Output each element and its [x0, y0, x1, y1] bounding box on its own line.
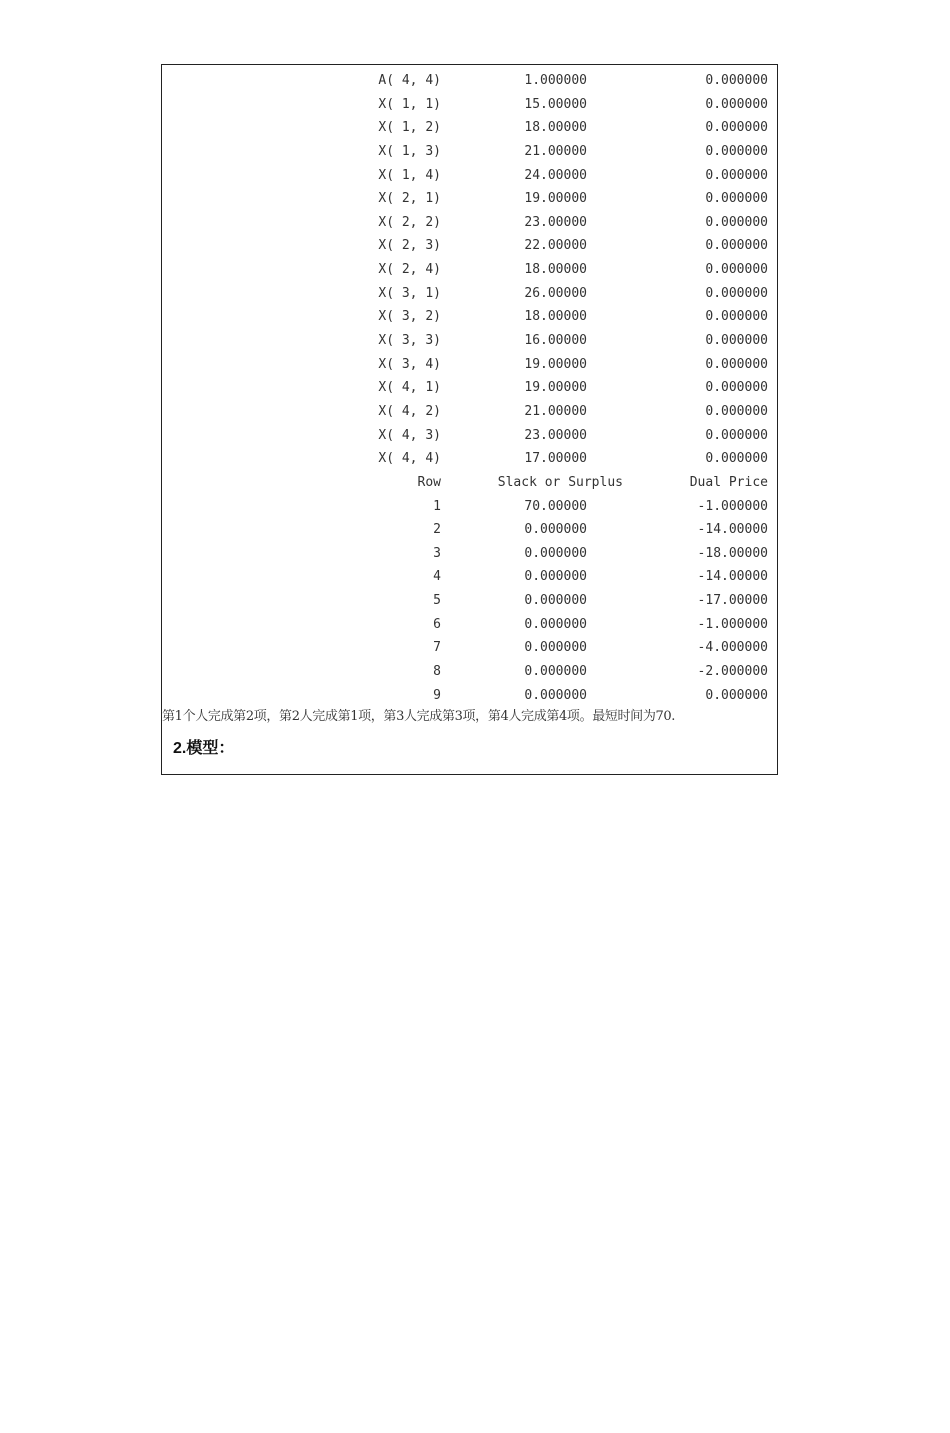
variable-value: 18.00000 [524, 262, 587, 278]
constraint-row [162, 636, 777, 660]
variable-name: X( 4, 3) [378, 427, 441, 443]
variable-value: 16.00000 [524, 333, 587, 349]
constraint-row [162, 542, 777, 566]
variable-value: 17.00000 [524, 451, 587, 467]
reduced-cost: 0.000000 [705, 333, 768, 349]
dual-price-value: -18.00000 [697, 545, 768, 561]
variable-name: X( 2, 4) [378, 262, 441, 278]
variable-name: X( 3, 4) [378, 356, 441, 372]
variable-row [162, 69, 777, 93]
slack-value: 70.00000 [524, 498, 587, 514]
slack-column-header: Slack or Surplus [497, 474, 623, 490]
constraint-row [162, 565, 777, 589]
variable-value: 19.00000 [524, 380, 587, 396]
variable-row [162, 116, 777, 140]
dual-price-value: -1.000000 [697, 616, 768, 632]
constraint-row [162, 518, 777, 542]
variable-row [162, 376, 777, 400]
variable-value: 23.00000 [524, 214, 587, 230]
row-number: 3 [433, 545, 441, 561]
variable-value: 24.00000 [524, 167, 587, 183]
variable-row [162, 187, 777, 211]
variable-row [162, 447, 777, 471]
variable-value: 23.00000 [524, 427, 587, 443]
slack-value: 0.000000 [524, 545, 587, 561]
slack-value: 0.000000 [524, 664, 587, 680]
variable-row [162, 93, 777, 117]
row-header [162, 471, 777, 495]
row-number: 6 [433, 616, 441, 632]
variable-row [162, 353, 777, 377]
reduced-cost: 0.000000 [705, 427, 768, 443]
dual-price-value: -14.00000 [697, 569, 768, 585]
reduced-cost: 0.000000 [705, 167, 768, 183]
solution-report-rows [162, 69, 777, 707]
reduced-cost: 0.000000 [705, 356, 768, 372]
reduced-cost: 0.000000 [705, 191, 768, 207]
reduced-cost: 0.000000 [705, 451, 768, 467]
row-number: 4 [433, 569, 441, 585]
row-number: 1 [433, 498, 441, 514]
variable-value: 19.00000 [524, 356, 587, 372]
variable-row [162, 424, 777, 448]
reduced-cost: 0.000000 [705, 73, 768, 88]
constraint-row [162, 613, 777, 637]
variable-value: 21.00000 [524, 143, 587, 159]
variable-name: X( 2, 1) [378, 191, 441, 207]
variable-name: X( 1, 1) [378, 96, 441, 112]
row-number: 5 [433, 593, 441, 609]
constraint-row [162, 684, 777, 708]
reduced-cost: 0.000000 [705, 380, 768, 396]
variable-name: X( 1, 4) [378, 167, 441, 183]
variable-row [162, 400, 777, 424]
slack-value: 0.000000 [524, 616, 587, 632]
variable-name: X( 2, 3) [378, 238, 441, 254]
reduced-cost: 0.000000 [705, 403, 768, 419]
variable-row [162, 164, 777, 188]
dual-price-value: 0.000000 [705, 687, 768, 703]
row-number: 9 [433, 687, 441, 703]
variable-row [162, 329, 777, 353]
reduced-cost: 0.000000 [705, 262, 768, 278]
reduced-cost: 0.000000 [705, 120, 768, 136]
dual-price-value: -1.000000 [697, 498, 768, 514]
variable-value: 1.000000 [524, 73, 587, 88]
variable-name: X( 1, 3) [378, 143, 441, 159]
reduced-cost: 0.000000 [705, 285, 768, 301]
reduced-cost: 0.000000 [705, 214, 768, 230]
variable-name: X( 2, 2) [378, 214, 441, 230]
assignment-summary: 第1个人完成第2项，第2人完成第1项，第3人完成第3项，第4人完成第4项。最短时间为70. [162, 709, 676, 724]
slack-value: 0.000000 [524, 522, 587, 538]
dual-price-value: -2.000000 [697, 664, 768, 680]
constraint-row [162, 589, 777, 613]
reduced-cost: 0.000000 [705, 143, 768, 159]
reduced-cost: 0.000000 [705, 238, 768, 254]
variable-row [162, 234, 777, 258]
section-heading: 2.模型： [173, 740, 235, 757]
variable-name: X( 4, 4) [378, 451, 441, 467]
variable-name: X( 3, 3) [378, 333, 441, 349]
variable-value: 26.00000 [524, 285, 587, 301]
variable-name: X( 1, 2) [378, 120, 441, 136]
solution-report-box [161, 64, 778, 775]
constraint-row [162, 495, 777, 519]
row-number: 2 [433, 522, 441, 538]
variable-value: 22.00000 [524, 238, 587, 254]
variable-row [162, 258, 777, 282]
variable-value: 19.00000 [524, 191, 587, 207]
dual-price-value: -4.000000 [697, 640, 768, 656]
slack-value: 0.000000 [524, 687, 587, 703]
variable-name: X( 4, 1) [378, 380, 441, 396]
variable-value: 18.00000 [524, 309, 587, 325]
variable-name: X( 3, 2) [378, 309, 441, 325]
slack-value: 0.000000 [524, 640, 587, 656]
row-number: 8 [433, 664, 441, 680]
slack-value: 0.000000 [524, 593, 587, 609]
row-number: 7 [433, 640, 441, 656]
variable-name: X( 4, 2) [378, 403, 441, 419]
variable-row [162, 140, 777, 164]
variable-value: 18.00000 [524, 120, 587, 136]
dual-price-value: -17.00000 [697, 593, 768, 609]
variable-name: A( 4, 4) [378, 73, 441, 88]
constraint-row [162, 660, 777, 684]
variable-row [162, 282, 777, 306]
slack-value: 0.000000 [524, 569, 587, 585]
row-column-header: Row [417, 474, 441, 490]
reduced-cost: 0.000000 [705, 96, 768, 112]
variable-name: X( 3, 1) [378, 285, 441, 301]
dual-price-column-header: Dual Price [689, 474, 768, 490]
variable-row [162, 305, 777, 329]
variable-value: 15.00000 [524, 96, 587, 112]
dual-price-value: -14.00000 [697, 522, 768, 538]
variable-value: 21.00000 [524, 403, 587, 419]
variable-row [162, 211, 777, 235]
reduced-cost: 0.000000 [705, 309, 768, 325]
